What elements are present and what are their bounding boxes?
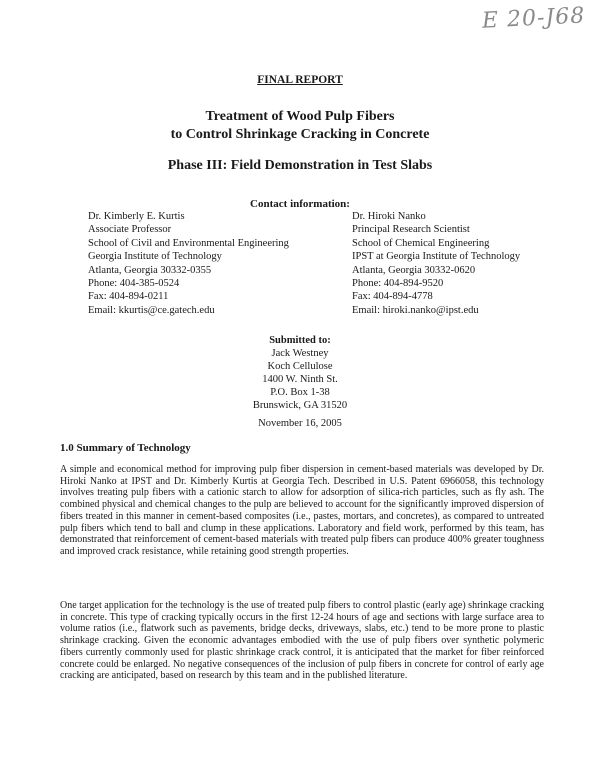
submitted-line: P.O. Box 1-38 (270, 387, 330, 398)
contact-heading: Contact information: (250, 198, 350, 210)
submitted-line: Jack Westney (271, 348, 329, 359)
contact-email: Email: hiroki.nanko@ipst.edu (352, 304, 479, 316)
contact-phone: Phone: 404-894-9520 (352, 278, 444, 290)
contact-dept: School of Chemical Engineering (352, 237, 490, 249)
contact-title: Associate Professor (88, 224, 172, 236)
contact-title: Principal Research Scientist (352, 224, 470, 236)
submitted-line: 1400 W. Ninth St. (262, 374, 338, 385)
section-heading: 1.0 Summary of Technology (60, 442, 191, 454)
contact-nanko (352, 210, 520, 317)
paragraph-summary: A simple and economical method for improving pulp fiber dispersion in cement-based materials was developed by Dr. Hiroki Nanko at IPST and Dr. Kimberly Kurtis at Georgia Tech. Described in U.S. Patent 6966058, this technology involves treating pulp fibers with a cationic starch to allow for adsorption of silica-rich particles, such as fly ash. The combined physical and chemical changes to the pulp are believed to account for the significantly improved dispersion of fibers treated in this manner in cement-based composites (i.e., pastes, mortars, and concretes), as compared to untreated pulp fibers which tend to ball and clump in these applications. Laboratory and field work, performed by this team, has demonstrated that reinforcement of cement-based materials with treated pulp fibers can produce 400% greater toughness and improved crack resistance, while retaining good strength properties. (60, 464, 544, 557)
contact-institution: Georgia Institute of Technology (88, 251, 222, 263)
contact-fax: Fax: 404-894-0211 (88, 291, 169, 303)
contact-dept: School of Civil and Environmental Engineering (88, 237, 289, 249)
report-date: November 16, 2005 (258, 418, 342, 429)
contact-kurtis (88, 210, 289, 317)
submitted-line: Brunswick, GA 31520 (252, 400, 348, 411)
submitted-line: Koch Cellulose (267, 361, 333, 372)
contact-name: Dr. Kimberly E. Kurtis (88, 211, 185, 222)
contact-institution: IPST at Georgia Institute of Technology (352, 251, 521, 263)
contact-fax: Fax: 404-894-4778 (352, 291, 433, 303)
contact-address: Atlanta, Georgia 30332-0355 (88, 264, 212, 276)
report-label (0, 74, 600, 86)
report-label-text: FINAL REPORT (257, 74, 343, 86)
paragraph-application: One target application for the technology is the use of treated pulp fibers to control plastic (early age) shrinkage cracking in concrete. This type of cracking typically occurs in the first 12-24 hours of age and sections with large surface area to volume ratios (i.e., flatwork such as pavements, bridge decks, driveways, slabs, etc.) tend to be more prone to plastic shrinkage cracking. Given the economic advantages embodied with the use of pulp fibers over synthetic polymeric fibers currently commonly used for plastic shrinkage crack control, it is anticipated that the market for fiber reinforced concrete could be enlarged. No negative consequences of the inclusion of pulp fibers in concrete for control of early age cracking are anticipated, based on research by this team and in the published literature. (60, 600, 544, 682)
contact-email: Email: kkurtis@ce.gatech.edu (88, 304, 215, 316)
handwritten-note: E 20-J68 (481, 3, 586, 34)
phase-title: Phase III: Field Demonstration in Test Slabs (167, 158, 433, 173)
submitted-to-block (0, 334, 600, 412)
report-title (0, 108, 600, 144)
contact-phone: Phone: 404-385-0524 (88, 278, 180, 290)
title-line-1: Treatment of Wood Pulp Fibers (205, 109, 395, 124)
contact-name: Dr. Hiroki Nanko (352, 211, 426, 222)
title-line-2: to Control Shrinkage Cracking in Concrete (170, 127, 430, 142)
contact-address: Atlanta, Georgia 30332-0620 (352, 264, 476, 276)
submitted-heading: Submitted to: (269, 335, 331, 346)
